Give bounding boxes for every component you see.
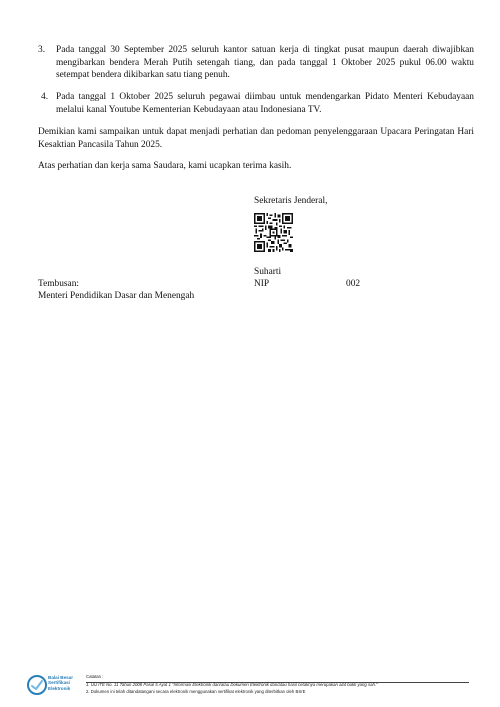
thanks-paragraph: Atas perhatian dan kerja sama Saudara, kami ucapkan terima kasih. [38, 161, 292, 171]
item-4-number: 4. [41, 92, 49, 102]
brand-line-1: Balai Besar [48, 675, 74, 680]
nip-label: NIP [254, 279, 270, 289]
footer-note-1: 1. UU ITE No. 11 Tahun 2008 Pasal 5 Ayat 1 "Informasi Elektronik dan/atau Dokumen Elektronik dan/atau hasil cetaknya merupakan alat bukti yang sah." [86, 682, 378, 687]
signature-position: Sekretaris Jenderal, [254, 196, 328, 206]
item-3-number: 3. [38, 45, 46, 55]
footer-note-2: 2. Dokumen ini telah ditandatangani secara elektronik menggunakan sertifikat elektronik yang diterbitkan oleh BSrE [86, 688, 306, 694]
signatory-name: Suharti [254, 267, 282, 277]
footer-notes-title: Catatan : [86, 674, 104, 679]
footer-notes [86, 674, 472, 695]
cc-label: Tembusan: [38, 279, 80, 289]
cc-recipient: Menteri Pendidikan Dasar dan Menengah [38, 291, 195, 301]
bsre-logo-icon [26, 674, 48, 696]
footer-brand [48, 675, 88, 691]
nip-value: 002 [346, 279, 361, 289]
closing-paragraph: Demikian kami sampaikan untuk dapat menjadi perhatian dan pedoman penyelenggaraan Upacara Peringatan Hari Kesaktian Pancasila Tahun 2025. [38, 127, 474, 150]
brand-line-2: Sertifikasi [48, 680, 70, 686]
signature-qr-code [254, 213, 293, 252]
item-4-text: Pada tanggal 1 Oktober 2025 seluruh pegawai diimbau untuk mendengarkan Pidato Menteri Kebudayaan melalui kanal Youtube Kementerian Kebudayaan atau Indonesiana TV. [56, 92, 474, 115]
item-3-text: Pada tanggal 30 September 2025 seluruh kantor satuan kerja di tingkat pusat maupun daerah diwajibkan mengibarkan bendera Merah Putih setengah tiang, dan pada tanggal 1 Oktober 2025 pukul 06.00 waktu setempat bendera dikibarkan satu tiang penuh. [56, 45, 474, 81]
brand-line-3: Elektronik [48, 685, 71, 691]
